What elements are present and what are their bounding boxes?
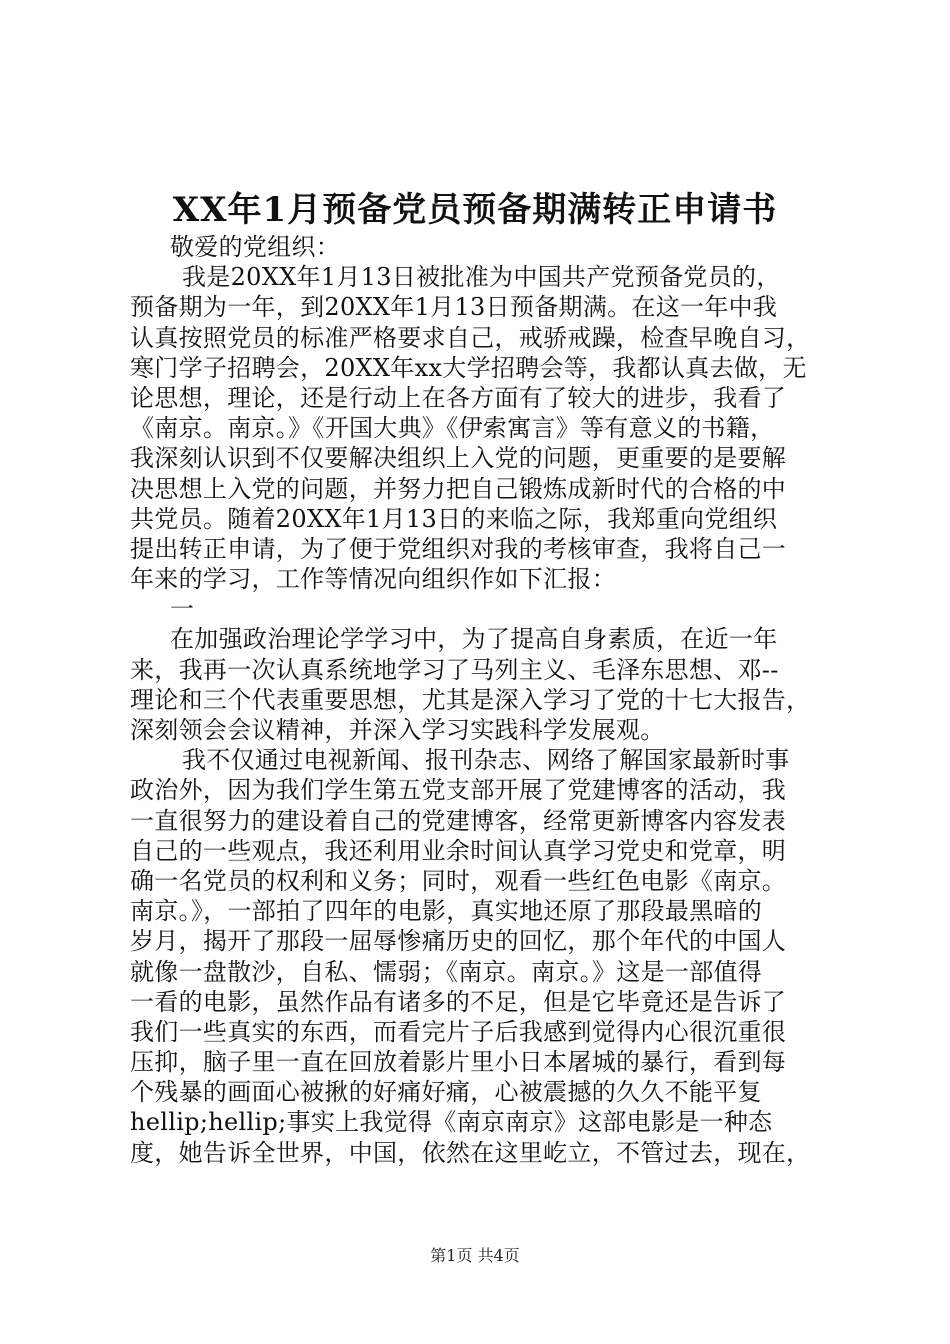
text-line: 度，她告诉全世界，中国，依然在这里屹立，不管过去，现在， — [130, 1138, 811, 1167]
text-line: 政治外，因为我们学生第五党支部开展了党建博客的活动，我 — [130, 776, 787, 805]
text-line: 在加强政治理论学学习中，为了提高自身素质，在近一年 — [170, 625, 778, 654]
text-line: 理论和三个代表重要思想，尤其是深入学习了党的十七大报告， — [130, 685, 811, 714]
text-line: 决思想上入党的问题，并努力把自己锻炼成新时代的合格的中 — [130, 474, 787, 503]
text-line: 预备期为一年，到20XX年1月13日预备期满。在这一年中我 — [130, 293, 778, 322]
text-line: 压抑，脑子里一直在回放着影片里小日本屠城的暴行，看到每 — [130, 1048, 787, 1077]
text-line: 我是20XX年1月13日被批准为中国共产党预备党员的， — [182, 263, 781, 292]
page-number: 第1页 共4页 — [430, 1246, 520, 1265]
text-line: 就像一盘散沙，自私、懦弱；《南京。南京。》这是一部值得 — [130, 957, 763, 986]
text-line: 一 — [170, 595, 195, 624]
text-line: 年来的学习，工作等情况向组织作如下汇报： — [130, 565, 616, 594]
text-line: 提出转正申请，为了便于党组织对我的考核审查，我将自己一 — [130, 534, 787, 563]
text-line: 论思想，理论，还是行动上在各方面有了较大的进步，我看了 — [130, 383, 787, 412]
text-line: 我深刻认识到不仅要解决组织上入党的问题，更重要的是要解 — [130, 444, 787, 473]
text-line: 共党员。随着20XX年1月13日的来临之际，我郑重向党组织 — [130, 504, 778, 533]
text-line: 敬爱的党组织： — [170, 233, 341, 261]
text-line: 来，我再一次认真系统地学习了马列主义、毛泽东思想、邓-- — [130, 655, 779, 684]
document-body — [130, 232, 850, 1168]
text-line: 我们一些真实的东西，而看完片子后我感到觉得内心很沉重很 — [130, 1017, 787, 1046]
text-line: 《南京。南京。》《开国大典》《伊索寓言》等有意义的书籍， — [130, 414, 775, 443]
text-line: 寒门学子招聘会，20XX年xx大学招聘会等，我都认真去做，无 — [130, 353, 807, 382]
text-line: 确一名党员的权利和义务；同时，观看一些红色电影《南京。 — [130, 866, 787, 895]
text-line: 一直很努力的建设着自己的党建博客，经常更新博客内容发表 — [130, 806, 787, 835]
document-title: XX年1月预备党员预备期满转正申请书 — [172, 190, 778, 230]
text-line: 深刻领会会议精神，并深入学习实践科学发展观。 — [130, 716, 665, 744]
text-line: 我不仅通过电视新闻、报刊杂志、网络了解国家最新时事 — [182, 746, 790, 775]
text-line: 一看的电影，虽然作品有诸多的不足，但是它毕竟还是告诉了 — [130, 987, 787, 1016]
text-line: 自己的一些观点，我还利用业余时间认真学习党史和党章，明 — [130, 836, 787, 865]
text-line: hellip;hellip;事实上我觉得《南京南京》这部电影是一种态 — [130, 1108, 773, 1137]
text-line: 个残暴的画面心被揪的好痛好痛，心被震撼的久久不能平复 — [130, 1078, 762, 1107]
text-line: 南京。》，一部拍了四年的电影，真实地还原了那段最黑暗的 — [130, 897, 763, 926]
text-line: 岁月，揭开了那段一屈辱惨痛历史的回忆，那个年代的中国人 — [130, 927, 787, 956]
text-line: 认真按照党员的标准严格要求自己，戒骄戒躁，检查早晚自习， — [130, 323, 811, 352]
